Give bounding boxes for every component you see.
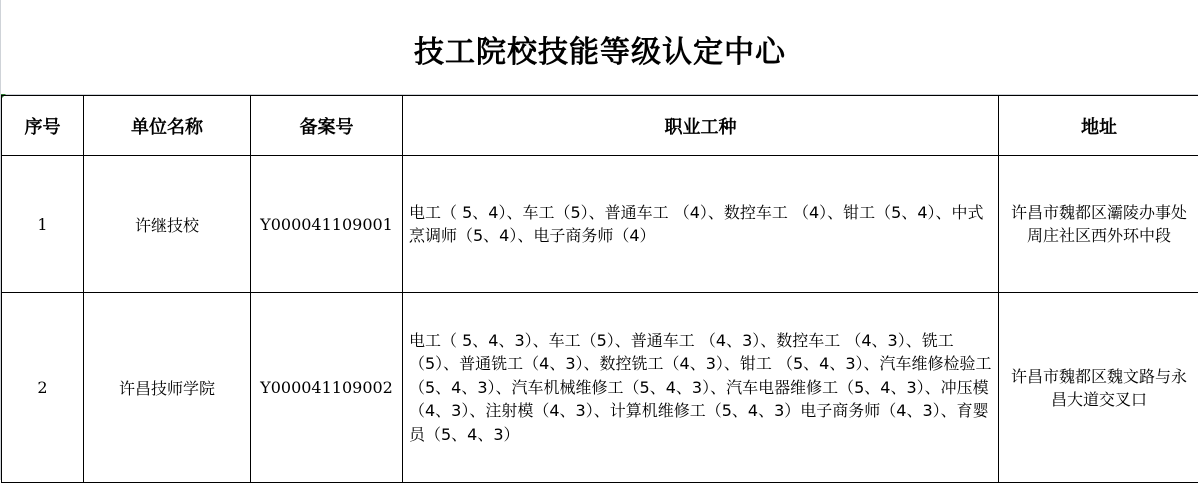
page-title: 技工院校技能等级认定中心 [414,27,786,71]
cell-address[interactable]: 许昌市魏都区灞陵办事处周庄社区西外环中段 [999,156,1198,293]
cell-name[interactable]: 许昌技师学院 [84,293,251,483]
title-row[interactable] [1,0,1198,95]
header-row [2,96,1198,156]
column-header-record-no[interactable]: 备案号 [251,96,403,156]
column-header-occupations[interactable]: 职业工种 [403,96,999,156]
cell-occupations[interactable]: 电工（ 5、4）、车工（5）、普通车工 （4）、数控车工 （4）、钳工（5、4）、中式烹调师（5、4）、电子商务师（4） [403,156,999,293]
cell-occupations[interactable]: 电工（ 5、4、3）、车工（5）、普通车工 （4、3）、数控车工 （4、3）、铣工（5）、普通铣工（4、3）、数控铣工（4、3）、钳工 （5、4、3）、汽车维修检验工 （5、4、3）、汽车机械维修工（5、4、3）、汽车电器维修工（5、4、3）、冲压模（4、3）、注射模（4、3）、计算机维修工（5、4、3）电子商务师（4、3）、育婴员（5、4、3） [403,293,999,483]
cell-name[interactable]: 许继技校 [84,156,251,293]
data-table [1,95,1198,483]
column-header-index[interactable]: 序号 [2,96,84,156]
cell-address[interactable]: 许昌市魏都区魏文路与永昌大道交叉口 [999,293,1198,483]
table-row [2,293,1198,483]
cell-index[interactable]: 2 [2,293,84,483]
cell-index[interactable]: 1 [2,156,84,293]
column-header-address[interactable]: 地址 [999,96,1198,156]
column-header-name[interactable]: 单位名称 [84,96,251,156]
cell-record-no[interactable]: Y000041109001 [251,156,403,293]
cell-record-no[interactable]: Y000041109002 [251,293,403,483]
table-row [2,156,1198,293]
